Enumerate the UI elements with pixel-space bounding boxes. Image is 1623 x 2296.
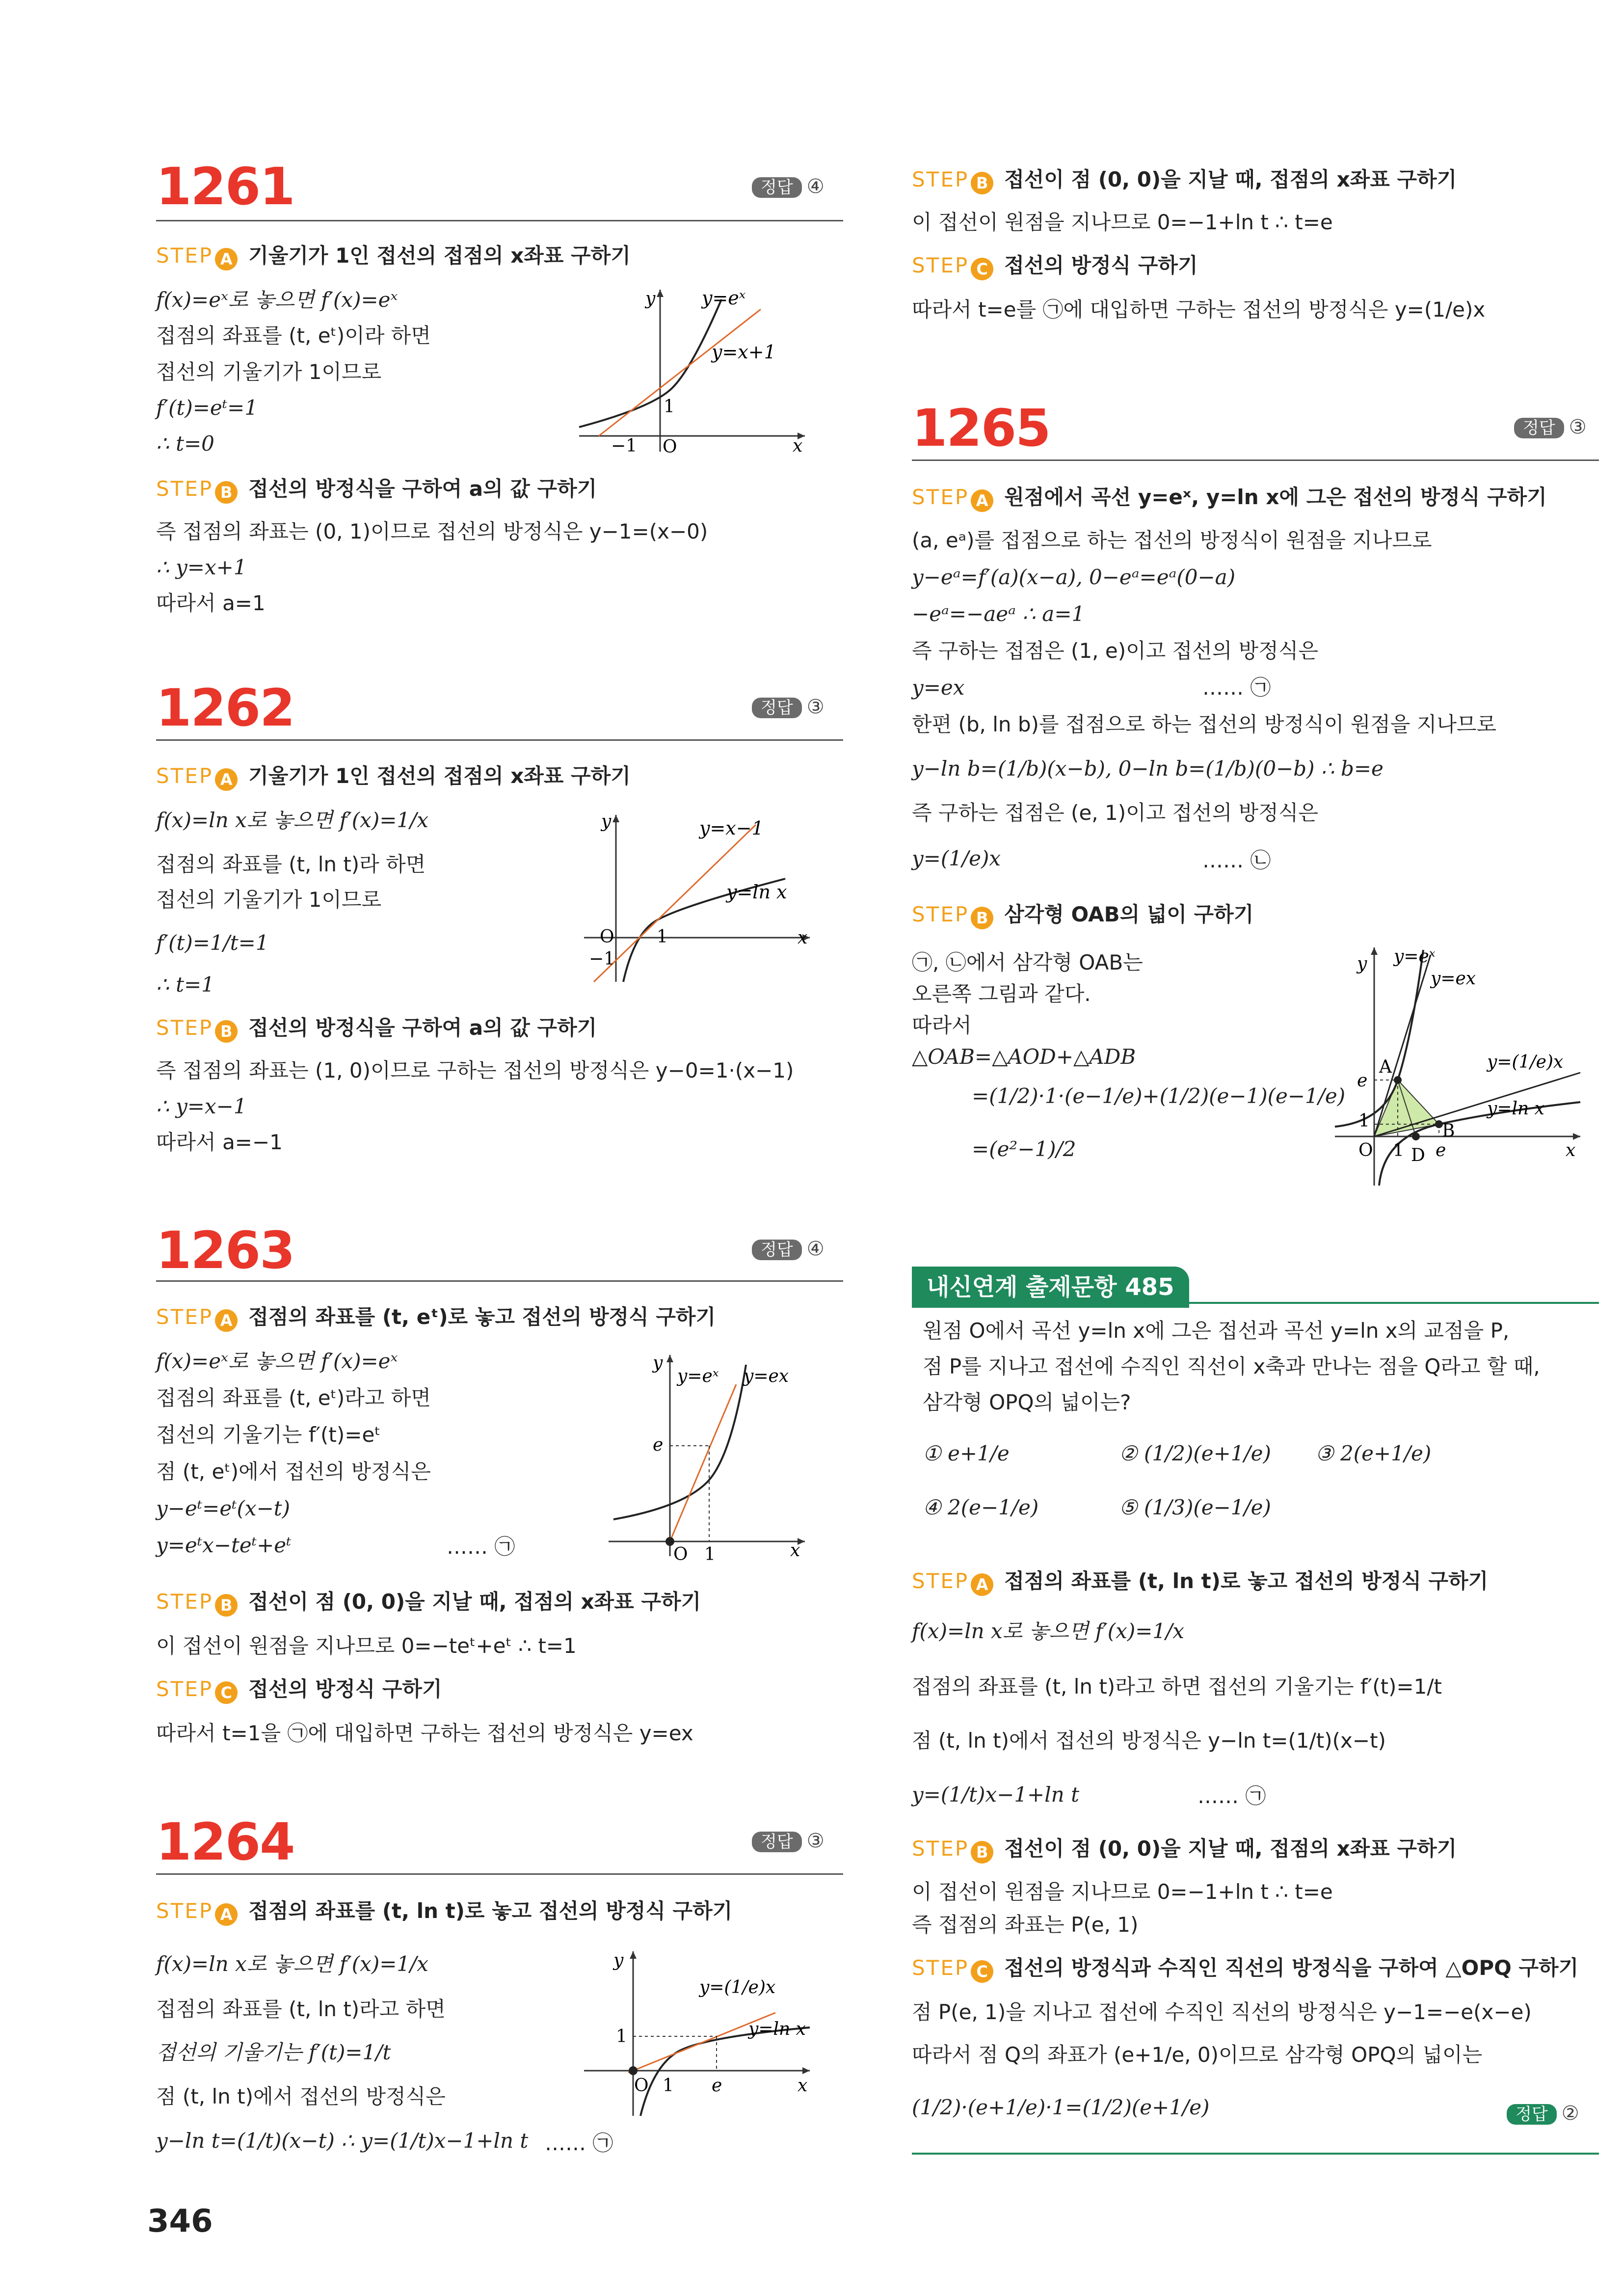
origin-label: O — [600, 927, 614, 947]
curve-label: y=ln x — [748, 2019, 806, 2039]
solution-line: f′(t)=eᵗ=1 — [156, 396, 258, 420]
graph-1265 — [1325, 940, 1590, 1195]
solution-line: (1/2)·(e+1/e)·1=(1/2)(e+1/e) — [912, 2095, 1210, 2119]
solution-line: 접선의 기울기는 f′(t)=1/t — [156, 2040, 391, 2064]
y-axis-label: y — [613, 1950, 624, 1971]
step-c: STEP C 접선의 방정식과 수직인 직선의 방정식을 구하여 △OPQ 구하기 — [912, 1958, 1578, 1983]
question-line: 삼각형 OPQ의 넓이는? — [923, 1390, 1131, 1414]
divider — [156, 1280, 843, 1282]
solution-line: y−ln t=(1/t)(x−t) ∴ y=(1/t)x−1+ln t — [156, 2129, 529, 2153]
choice: ① e+1/e — [923, 1441, 1010, 1465]
solution-line: f′(t)=1/t=1 — [156, 931, 269, 955]
solution-line: y=(1/e)x — [912, 846, 1001, 870]
solution-line: 접점의 좌표를 (t, eᵗ)이라 하면 — [156, 324, 431, 348]
solution-line: 즉 접점의 좌표는 (0, 1)이므로 접선의 방정식은 y−1=(x−0) — [156, 519, 708, 543]
solution-line: 따라서 — [912, 1013, 972, 1037]
point-label: A — [1379, 1057, 1392, 1077]
solution-line: 점 (t, eᵗ)에서 접선의 방정식은 — [156, 1459, 431, 1484]
choice: ② (1/2)(e+1/e) — [1119, 1441, 1271, 1465]
solution-line: 오른쪽 그림과 같다. — [912, 982, 1091, 1006]
origin-label: O — [1358, 1140, 1373, 1161]
origin-label: O — [673, 1544, 688, 1561]
problem-number: 1265 — [912, 398, 1050, 458]
answer-value: ④ — [806, 175, 825, 198]
step-b: STEP B 삼각형 OAB의 넓이 구하기 — [912, 904, 1253, 929]
naesin-divider — [912, 1302, 1599, 1304]
answer-badge: 정답 ② — [1507, 2104, 1579, 2125]
y-axis-label: y — [653, 1353, 663, 1373]
x-axis-label: x — [1566, 1140, 1576, 1161]
step-a: STEP A 원점에서 곡선 y=eˣ, y=ln x에 그은 접선의 방정식 구하기 — [912, 487, 1547, 512]
solution-line: ∴ t=0 — [156, 432, 214, 456]
x-axis-label: x — [798, 928, 808, 948]
tick-label: 1 — [1358, 1111, 1370, 1131]
problem-number: 1264 — [156, 1812, 294, 1872]
divider — [156, 1873, 843, 1875]
tangent-label: y=(1/e)x — [699, 1977, 776, 1998]
step-a: STEP A 접점의 좌표를 (t, ln t)로 놓고 접선의 방정식 구하기 — [912, 1571, 1488, 1596]
solution-line: f(x)=eˣ로 놓으면 f′(x)=eˣ — [156, 1349, 398, 1373]
solution-line: 따라서 a=−1 — [156, 1130, 283, 1154]
tangent-label: y=ex — [1431, 969, 1476, 989]
problem-number: 1261 — [156, 157, 294, 216]
step-a: STEP A 기울기가 1인 접선의 접점의 x좌표 구하기 — [156, 245, 631, 270]
solution-line: 이 접선이 원점을 지나므로 0=−1+ln t ∴ t=e — [912, 1880, 1333, 1904]
solution-line: 즉 구하는 접점은 (1, e)이고 접선의 방정식은 — [912, 639, 1318, 663]
solution-line: y=(1/t)x−1+ln t — [912, 1783, 1079, 1807]
tick-label: 1 — [663, 2076, 674, 2096]
solution-line: 즉 구하는 접점은 (e, 1)이고 접선의 방정식은 — [912, 801, 1318, 825]
tick-label: e — [1436, 1140, 1446, 1161]
point-label: D — [1411, 1145, 1425, 1165]
answer-badge — [752, 177, 825, 198]
answer-badge: 정답 ④ — [752, 1239, 825, 1260]
solution-line: y=eᵗx−teᵗ+eᵗ — [156, 1533, 292, 1557]
naesin-badge: 내신연계 출제문항 485 — [912, 1267, 1189, 1308]
curve-label: y=eˣ — [702, 287, 746, 309]
tick-label: −1 — [611, 436, 638, 456]
solution-line: f(x)=ln x로 놓으면 f′(x)=1/x — [156, 1952, 428, 1976]
step-a: STEP A 접점의 좌표를 (t, eᵗ)로 놓고 접선의 방정식 구하기 — [156, 1307, 716, 1332]
choice: ④ 2(e−1/e) — [923, 1495, 1039, 1519]
tick-label: 1 — [657, 927, 668, 947]
solution-line: ㉠, ㉡에서 삼각형 OAB는 — [912, 950, 1143, 974]
solution-line: 이 접선이 원점을 지나므로 0=−teᵗ+eᵗ ∴ t=1 — [156, 1634, 577, 1658]
problem-number: 1262 — [156, 678, 294, 738]
origin-label: O — [663, 437, 677, 457]
graph-1262 — [579, 805, 815, 987]
step-b: STEP B 접선의 방정식을 구하여 a의 값 구하기 — [156, 1018, 597, 1043]
solution-line: f(x)=ln x로 놓으면 f′(x)=1/x — [156, 808, 428, 832]
solution-line: 접선의 기울기는 f′(t)=eᵗ — [156, 1423, 381, 1447]
solution-line: f(x)=eˣ로 놓으면 f′(x)=eˣ — [156, 288, 398, 312]
step-a: STEP A 기울기가 1인 접선의 접점의 x좌표 구하기 — [156, 766, 631, 791]
tick-label: e — [653, 1435, 664, 1455]
answer-badge: 정답 ③ — [1514, 417, 1587, 438]
solution-line: 따라서 점 Q의 좌표가 (e+1/e, 0)이므로 삼각형 OPQ의 넓이는 — [912, 2043, 1483, 2067]
solution-line: =(1/2)·1·(e−1/e)+(1/2)(e−1)(e−1/e) — [972, 1084, 1346, 1108]
solution-line: 접점의 좌표를 (t, ln t)라 하면 — [156, 852, 426, 876]
x-axis-label: x — [790, 1540, 800, 1561]
point-label: B — [1442, 1121, 1455, 1141]
step-c: STEP C 접선의 방정식 구하기 — [912, 255, 1198, 280]
y-axis-label: y — [1357, 954, 1367, 974]
answer-badge: 정답 ③ — [752, 1831, 825, 1852]
solution-line: y=ex — [912, 675, 965, 700]
solution-line: −eᵃ=−aeᵃ ∴ a=1 — [912, 602, 1085, 626]
graph-1264 — [579, 1944, 815, 2121]
y-axis-label: y — [601, 811, 612, 832]
tick-label: 1 — [664, 397, 675, 417]
step-b: STEP B 접선이 점 (0, 0)을 지날 때, 접점의 x좌표 구하기 — [912, 1838, 1457, 1864]
tick-label: −1 — [589, 949, 615, 969]
solution-line: y−eᵃ=f′(a)(x−a), 0−eᵃ=eᵃ(0−a) — [912, 565, 1236, 589]
solution-line: 점 (t, ln t)에서 접선의 방정식은 y−ln t=(1/t)(x−t) — [912, 1729, 1386, 1753]
problem-number: 1263 — [156, 1220, 294, 1280]
equation-ref: …… ㉠ — [545, 2131, 613, 2155]
choice: ⑤ (1/3)(e−1/e) — [1119, 1495, 1271, 1519]
solution-line: 접선의 기울기가 1이므로 — [156, 888, 382, 912]
page-number: 346 — [147, 2203, 213, 2240]
step-a: STEP A 접점의 좌표를 (t, ln t)로 놓고 접선의 방정식 구하기 — [156, 1901, 732, 1926]
bottom-divider — [912, 2153, 1599, 2155]
equation-ref: …… ㉠ — [1202, 675, 1271, 700]
solution-line: 따라서 t=e를 ㉠에 대입하면 구하는 접선의 방정식은 y=(1/e)x — [912, 297, 1486, 322]
curve-label: y=ln x — [726, 881, 787, 903]
tick-label: 1 — [616, 2026, 627, 2047]
graph-1261 — [574, 280, 810, 457]
step-c: STEP C 접선의 방정식 구하기 — [156, 1679, 442, 1704]
solution-line: ∴ t=1 — [156, 972, 214, 997]
solution-line: (a, eᵃ)를 접점으로 하는 접선의 방정식이 원점을 지나므로 — [912, 528, 1432, 552]
divider — [912, 459, 1599, 461]
equation-ref: …… ㉠ — [1197, 1784, 1266, 1808]
x-axis-label: x — [798, 2076, 808, 2096]
divider — [156, 739, 843, 741]
tick-label: e — [712, 2076, 722, 2096]
solution-line: 즉 접점의 좌표는 P(e, 1) — [912, 1913, 1139, 1937]
curve-label: y=eˣ — [1394, 946, 1436, 967]
solution-line: 접점의 좌표를 (t, ln t)라고 하면 — [156, 1997, 446, 2021]
curve-label: y=eˣ — [677, 1366, 719, 1386]
origin-label: O — [634, 2076, 649, 2096]
solution-line: 점 (t, ln t)에서 접선의 방정식은 — [156, 2084, 446, 2108]
question-line: 원점 O에서 곡선 y=ln x에 그은 접선과 곡선 y=ln x의 교점을 P, — [923, 1319, 1510, 1343]
tangent-label: y=x−1 — [699, 817, 764, 839]
solution-line: 점 P(e, 1)을 지나고 접선에 수직인 직선의 방정식은 y−1=−e(x−e) — [912, 2000, 1532, 2024]
solution-line: 따라서 t=1을 ㉠에 대입하면 구하는 접선의 방정식은 y=ex — [156, 1721, 693, 1745]
answer-tag: 정답 — [752, 177, 802, 198]
solution-line: 이 접선이 원점을 지나므로 0=−1+ln t ∴ t=e — [912, 210, 1333, 234]
equation-ref: …… ㉠ — [447, 1535, 515, 1559]
solution-line: ∴ y=x+1 — [156, 555, 247, 579]
tick-label: 1 — [1393, 1140, 1404, 1161]
tangent-label: y=ex — [744, 1366, 789, 1386]
solution-line: △OAB=△AOD+△ADB — [912, 1045, 1136, 1069]
tick-label: e — [1357, 1071, 1368, 1091]
curve-label: y=ln x — [1487, 1099, 1544, 1119]
answer-badge: 정답 ③ — [752, 697, 825, 718]
solution-line: 접점의 좌표를 (t, eᵗ)라고 하면 — [156, 1386, 431, 1410]
solution-line: 접선의 기울기가 1이므로 — [156, 360, 382, 384]
solution-line: ∴ y=x−1 — [156, 1094, 247, 1118]
step-b: STEP B 접선이 점 (0, 0)을 지날 때, 접점의 x좌표 구하기 — [156, 1592, 701, 1617]
solution-line: y−ln b=(1/b)(x−b), 0−ln b=(1/b)(0−b) ∴ b=e — [912, 756, 1384, 781]
step-b: STEP B 접선이 점 (0, 0)을 지날 때, 접점의 x좌표 구하기 — [912, 169, 1457, 194]
question-line: 점 P를 지나고 접선에 수직인 직선이 x축과 만나는 점을 Q라고 할 때, — [923, 1354, 1540, 1378]
solution-line: 한편 (b, ln b)를 접점으로 하는 접선의 방정식이 원점을 지나므로 — [912, 712, 1497, 736]
solution-line: 따라서 a=1 — [156, 591, 266, 615]
solution-line: 접점의 좌표를 (t, ln t)라고 하면 접선의 기울기는 f′(t)=1/t — [912, 1675, 1442, 1699]
solution-line: =(e²−1)/2 — [972, 1137, 1076, 1161]
solution-line: 즉 접점의 좌표는 (1, 0)이므로 구하는 접선의 방정식은 y−0=1·(x−1) — [156, 1058, 794, 1082]
equation-ref: …… ㉡ — [1202, 848, 1271, 872]
tangent-label: y=x+1 — [712, 341, 776, 363]
y-axis-label: y — [645, 289, 656, 309]
step-b: STEP B 접선의 방정식을 구하여 a의 값 구하기 — [156, 479, 597, 504]
choice: ③ 2(e+1/e) — [1315, 1441, 1432, 1465]
tangent-label: y=(1/e)x — [1487, 1052, 1564, 1072]
divider — [156, 220, 843, 221]
solution-line: y−eᵗ=eᵗ(x−t) — [156, 1496, 291, 1520]
solution-line: f(x)=ln x로 놓으면 f′(x)=1/x — [912, 1619, 1184, 1643]
graph-1263 — [604, 1345, 810, 1561]
x-axis-label: x — [793, 436, 803, 456]
tick-label: 1 — [704, 1544, 716, 1561]
